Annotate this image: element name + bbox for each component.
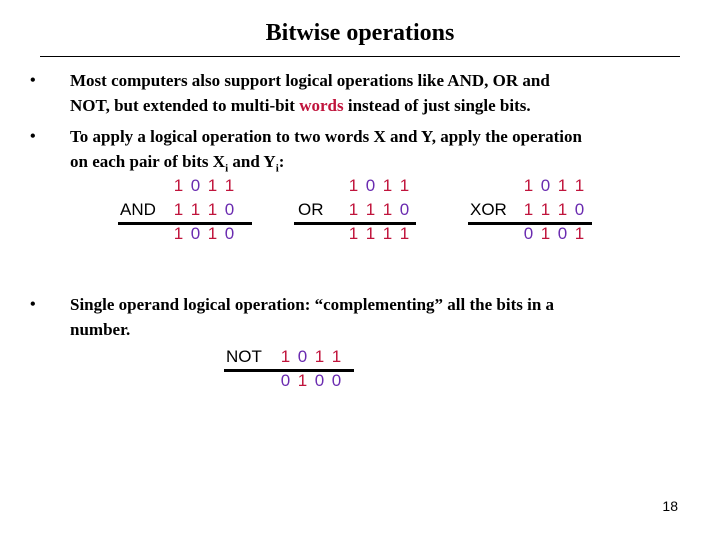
bullet-dot: • (30, 72, 36, 89)
bit-digit: 1 (399, 224, 410, 243)
bit-digit: 1 (348, 176, 359, 195)
bit-digit: 0 (280, 371, 291, 390)
and-label: AND (120, 200, 156, 219)
bit-digit: 0 (540, 176, 551, 195)
bullet-2-line-2-a: on each pair of bits X (70, 152, 226, 171)
bit-digit: 1 (365, 224, 376, 243)
bit-digit: 1 (540, 200, 551, 219)
slide-title: Bitwise operations (265, 20, 455, 46)
bullet-1-line-2-a: NOT, but extended to multi-bit (70, 96, 300, 115)
and-result (170, 222, 238, 246)
bullet-2-text (70, 124, 690, 181)
bit-digit: 1 (540, 224, 551, 243)
page-number: 18 (662, 498, 678, 514)
bit-digit: 1 (331, 347, 342, 366)
bullet-2-line-2-c: : (278, 152, 285, 171)
bullet-1-text (70, 68, 690, 118)
subscript-i: i (275, 162, 279, 175)
bullet-3-line-2: number. (70, 320, 131, 339)
bit-digit: 1 (382, 200, 393, 219)
or-label: OR (298, 200, 324, 219)
and-operand-x (170, 174, 238, 198)
bit-digit: 1 (348, 200, 359, 219)
bit-digit: 0 (523, 224, 534, 243)
bit-digit: 1 (207, 224, 218, 243)
bit-digit: 1 (523, 176, 534, 195)
bit-digit: 0 (365, 176, 376, 195)
xor-operand-x (520, 174, 588, 198)
not-operand-x (277, 345, 345, 369)
bit-digit: 0 (331, 371, 342, 390)
bit-digit: 1 (207, 200, 218, 219)
bit-digit: 1 (574, 176, 585, 195)
bit-digit: 1 (297, 371, 308, 390)
bullet-1-line-2-b: instead of just single bits. (343, 96, 531, 115)
bit-digit: 1 (207, 176, 218, 195)
bullet-2-line-1: To apply a logical operation to two words X and Y, apply the operation (70, 127, 582, 146)
bit-digit: 0 (314, 371, 325, 390)
bit-digit: 1 (399, 176, 410, 195)
bit-digit: 1 (280, 347, 291, 366)
bullet-1-line-2 (70, 93, 690, 118)
bit-digit: 1 (365, 200, 376, 219)
bit-digit: 0 (574, 200, 585, 219)
bullet-dot: • (30, 296, 36, 313)
and-operand-y (170, 198, 238, 222)
subscript-i: i (225, 162, 229, 175)
bullet-3-line-1: Single operand logical operation: “complementing” all the bits in a (70, 295, 555, 314)
bit-digit: 0 (399, 200, 410, 219)
bit-digit: 1 (557, 176, 568, 195)
bullet-1-line-1: Most computers also support logical operations like AND, OR and (70, 71, 550, 90)
xor-operand-y (520, 198, 588, 222)
bit-digit: 0 (297, 347, 308, 366)
or-operand-y (345, 198, 413, 222)
or-operand-x (345, 174, 413, 198)
bit-digit: 0 (224, 224, 235, 243)
bit-digit: 1 (557, 200, 568, 219)
title-underline (40, 56, 680, 57)
bullet-2-line-2-b: and Y (228, 152, 276, 171)
bit-digit: 0 (190, 176, 201, 195)
bit-digit: 0 (557, 224, 568, 243)
bit-digit: 1 (348, 224, 359, 243)
bit-digit: 1 (574, 224, 585, 243)
bit-digit: 0 (224, 200, 235, 219)
bit-digit: 1 (173, 224, 184, 243)
or-result (345, 222, 413, 246)
bit-digit: 1 (523, 200, 534, 219)
highlight-words: words (299, 96, 344, 115)
xor-result (520, 222, 588, 246)
bullet-3-text (70, 292, 690, 342)
bit-digit: 1 (173, 176, 184, 195)
bit-digit: 1 (382, 224, 393, 243)
bit-digit: 1 (224, 176, 235, 195)
bit-digit: 1 (190, 200, 201, 219)
bit-digit: 0 (190, 224, 201, 243)
not-result (277, 369, 345, 393)
bit-digit: 1 (314, 347, 325, 366)
not-label: NOT (226, 347, 262, 366)
bit-digit: 1 (382, 176, 393, 195)
xor-label: XOR (470, 200, 507, 219)
bullet-dot: • (30, 128, 36, 145)
bit-digit: 1 (173, 200, 184, 219)
